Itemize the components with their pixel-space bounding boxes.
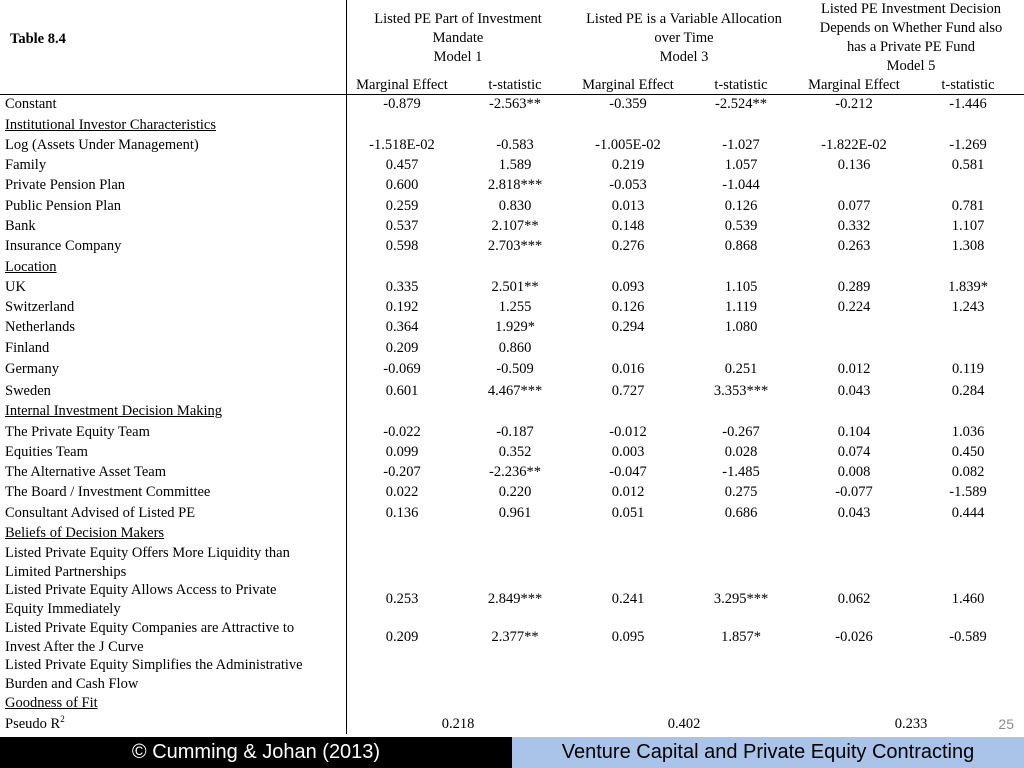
table-cell: 0.224	[837, 299, 871, 315]
section-label: Goodness of Fit	[5, 695, 98, 711]
table-cell: 2.818***	[487, 177, 543, 193]
table-cell: 0.275	[724, 484, 758, 500]
table-cell: -0.069	[383, 361, 421, 377]
table-cell: -1.044	[722, 177, 760, 193]
table-cell: -1.518E-02	[369, 137, 435, 153]
model-header-line: Depends on Whether Fund also	[819, 20, 1003, 36]
row-label: The Alternative Asset Team	[5, 464, 166, 480]
table-cell: 0.028	[724, 444, 758, 460]
table-cell: 0.093	[611, 279, 645, 295]
table-cell: -2.563**	[489, 96, 541, 112]
table-cell: -0.583	[496, 137, 534, 153]
table-cell: 1.839*	[948, 279, 988, 295]
table-cell: 0.209	[385, 629, 419, 645]
table-cell: 0.012	[837, 361, 871, 377]
row-label: Finland	[5, 340, 50, 356]
pseudo-r2-value: 0.402	[667, 716, 701, 732]
table-cell: 0.598	[385, 238, 419, 254]
footer-bar	[0, 737, 1024, 768]
row-label: Listed Private Equity Offers More Liquidity than	[5, 545, 290, 561]
table-cell: 0.444	[951, 505, 985, 521]
column-subheader: t-statistic	[488, 77, 542, 93]
table-cell: -0.026	[835, 629, 873, 645]
table-cell: 0.219	[611, 157, 645, 173]
section-label: Beliefs of Decision Makers	[5, 525, 165, 541]
table-cell: 0.686	[724, 505, 758, 521]
row-label: Log (Assets Under Management)	[5, 137, 199, 153]
table-cell: 2.107**	[491, 218, 539, 234]
table-cell: -0.053	[609, 177, 647, 193]
table-cell: 1.080	[724, 319, 758, 335]
table-cell: 0.074	[837, 444, 871, 460]
table-cell: 0.332	[837, 218, 871, 234]
row-label: Invest After the J Curve	[5, 639, 144, 655]
table-cell: 4.467***	[487, 383, 543, 399]
table-cell: -0.359	[609, 96, 647, 112]
table-cell: 0.537	[385, 218, 419, 234]
table-cell: -1.005E-02	[595, 137, 661, 153]
model-header-line: Listed PE is a Variable Allocation	[586, 11, 782, 27]
table-cell: 0.136	[385, 505, 419, 521]
table-cell: -0.267	[722, 424, 760, 440]
table-title: Table 8.4	[10, 31, 66, 47]
table-cell: -1.485	[722, 464, 760, 480]
table-cell: 0.077	[837, 198, 871, 214]
row-label: Private Pension Plan	[5, 177, 126, 193]
table-cell: 0.192	[385, 299, 419, 315]
table-cell: 0.003	[611, 444, 645, 460]
table-cell: 0.043	[837, 505, 871, 521]
pseudo-r2-value: 0.218	[441, 716, 475, 732]
table-cell: 0.457	[385, 157, 419, 173]
table-cell: 2.501**	[491, 279, 539, 295]
table-cell: 0.539	[724, 218, 758, 234]
model-header-line: Mandate	[432, 30, 484, 46]
row-label: Insurance Company	[5, 238, 122, 254]
table-cell: -0.509	[496, 361, 534, 377]
column-subheader: t-statistic	[714, 77, 768, 93]
table-cell: 0.450	[951, 444, 985, 460]
table-cell: 1.107	[951, 218, 985, 234]
row-label: Listed Private Equity Allows Access to Private	[5, 582, 277, 598]
row-label: Netherlands	[5, 319, 76, 335]
table-cell: 0.727	[611, 383, 645, 399]
model-header-2	[569, 10, 799, 67]
row-label: Constant	[5, 96, 57, 112]
table-cell: 2.849***	[487, 591, 543, 607]
row-label: Germany	[5, 361, 59, 377]
model-header-3	[796, 0, 1024, 76]
table-cell: 0.104	[837, 424, 871, 440]
table-cell: 1.057	[724, 157, 758, 173]
table-cell: 1.857*	[721, 629, 761, 645]
table-cell: 0.099	[385, 444, 419, 460]
footer-book-title: Venture Capital and Private Equity Contracting	[512, 737, 1024, 768]
table-cell: 3.295***	[713, 591, 769, 607]
table-cell: 0.289	[837, 279, 871, 295]
row-label: Listed Private Equity Simplifies the Administrative	[5, 657, 303, 673]
table-cell: -0.187	[496, 424, 534, 440]
table-cell: -0.212	[835, 96, 873, 112]
row-label: Listed Private Equity Companies are Attractive to	[5, 620, 295, 636]
table-cell: 1.243	[951, 299, 985, 315]
table-cell: 1.105	[724, 279, 758, 295]
row-label: Equity Immediately	[5, 601, 121, 617]
table-cell: 0.012	[611, 484, 645, 500]
column-subheader: Marginal Effect	[582, 77, 674, 93]
table-cell: 0.294	[611, 319, 645, 335]
table-cell: 0.352	[498, 444, 532, 460]
table-cell: 0.284	[951, 383, 985, 399]
table-cell: 0.601	[385, 383, 419, 399]
table-cell: 0.126	[611, 299, 645, 315]
page-number: 25	[998, 716, 1014, 732]
table-cell: 0.581	[951, 157, 985, 173]
row-label: The Board / Investment Committee	[5, 484, 211, 500]
table-cell: 0.220	[498, 484, 532, 500]
model-header-line: over Time	[654, 30, 714, 46]
table-cell: -0.012	[609, 424, 647, 440]
table-cell: 0.043	[837, 383, 871, 399]
table-cell: 0.259	[385, 198, 419, 214]
table-cell: -0.077	[835, 484, 873, 500]
table-cell: 0.276	[611, 238, 645, 254]
table-cell: 0.013	[611, 198, 645, 214]
model-header-line: Model 5	[886, 58, 936, 74]
model-header-line: has a Private PE Fund	[846, 39, 976, 55]
table-cell: -2.236**	[489, 464, 541, 480]
table-cell: 3.353***	[713, 383, 769, 399]
footer-copyright: © Cumming & Johan (2013)	[0, 737, 512, 768]
table-cell: 0.253	[385, 591, 419, 607]
table-cell: -1.446	[949, 96, 987, 112]
pseudo-r2-label: Pseudo $R^2$	[5, 714, 65, 732]
column-subheader: t-statistic	[941, 77, 995, 93]
row-label: Bank	[5, 218, 36, 234]
table-cell: 1.589	[498, 157, 532, 173]
table-cell: 0.781	[951, 198, 985, 214]
row-label: Family	[5, 157, 47, 173]
model-header-line: Model 1	[433, 49, 483, 65]
column-subheader: Marginal Effect	[808, 77, 900, 93]
table-cell: 0.119	[951, 361, 985, 377]
table-cell: -0.207	[383, 464, 421, 480]
table-cell: 0.364	[385, 319, 419, 335]
table-cell: 1.119	[724, 299, 758, 315]
table-cell: 0.095	[611, 629, 645, 645]
table-cell: -0.879	[383, 96, 421, 112]
table-cell: 0.335	[385, 279, 419, 295]
table-cell: 0.016	[611, 361, 645, 377]
table-cell: 0.251	[724, 361, 758, 377]
row-label: Sweden	[5, 383, 51, 399]
pseudo-r2-value: 0.233	[894, 716, 928, 732]
model-header-line: Model 3	[659, 49, 709, 65]
row-label: Limited Partnerships	[5, 564, 127, 580]
table-cell: 0.008	[837, 464, 871, 480]
table-cell: 0.126	[724, 198, 758, 214]
table-cell: -0.589	[949, 629, 987, 645]
model-header-1	[343, 10, 573, 67]
model-header-line: Listed PE Part of Investment	[374, 11, 542, 27]
table-cell: 2.377**	[491, 629, 539, 645]
table-cell: 1.255	[498, 299, 532, 315]
section-label: Location	[5, 259, 57, 275]
row-label: Equities Team	[5, 444, 88, 460]
row-label: Public Pension Plan	[5, 198, 122, 214]
table-cell: -0.022	[383, 424, 421, 440]
table-cell: 1.929*	[495, 319, 535, 335]
table-cell: 0.148	[611, 218, 645, 234]
table-cell: 0.209	[385, 340, 419, 356]
table-cell: 0.263	[837, 238, 871, 254]
model-header-line: Listed PE Investment Decision	[820, 1, 1001, 17]
table-cell: 0.241	[611, 591, 645, 607]
table-cell: -2.524**	[715, 96, 767, 112]
table-cell: -1.269	[949, 137, 987, 153]
table-cell: -1.027	[722, 137, 760, 153]
table-cell: -1.589	[949, 484, 987, 500]
table-cell: 0.830	[498, 198, 532, 214]
table-cell: 0.082	[951, 464, 985, 480]
table-cell: 0.860	[498, 340, 532, 356]
table-cell: 0.136	[837, 157, 871, 173]
table-cell: 1.036	[951, 424, 985, 440]
table-cell: 1.460	[951, 591, 985, 607]
table-cell: 0.868	[724, 238, 758, 254]
table-cell: -1.822E-02	[821, 137, 887, 153]
column-subheader: Marginal Effect	[356, 77, 448, 93]
table-cell: 0.022	[385, 484, 419, 500]
table-cell: 0.600	[385, 177, 419, 193]
row-label: The Private Equity Team	[5, 424, 150, 440]
table-cell: 2.703***	[487, 238, 543, 254]
row-label: Burden and Cash Flow	[5, 676, 139, 692]
table-cell: 0.051	[611, 505, 645, 521]
section-label: Internal Investment Decision Making	[5, 403, 223, 419]
row-label: Switzerland	[5, 299, 75, 315]
row-label: Consultant Advised of Listed PE	[5, 505, 196, 521]
table-cell: -0.047	[609, 464, 647, 480]
table-cell: 1.308	[951, 238, 985, 254]
table-cell: 0.062	[837, 591, 871, 607]
table-cell: 0.961	[498, 505, 532, 521]
row-label: UK	[5, 279, 26, 295]
section-label: Institutional Investor Characteristics	[5, 117, 217, 133]
